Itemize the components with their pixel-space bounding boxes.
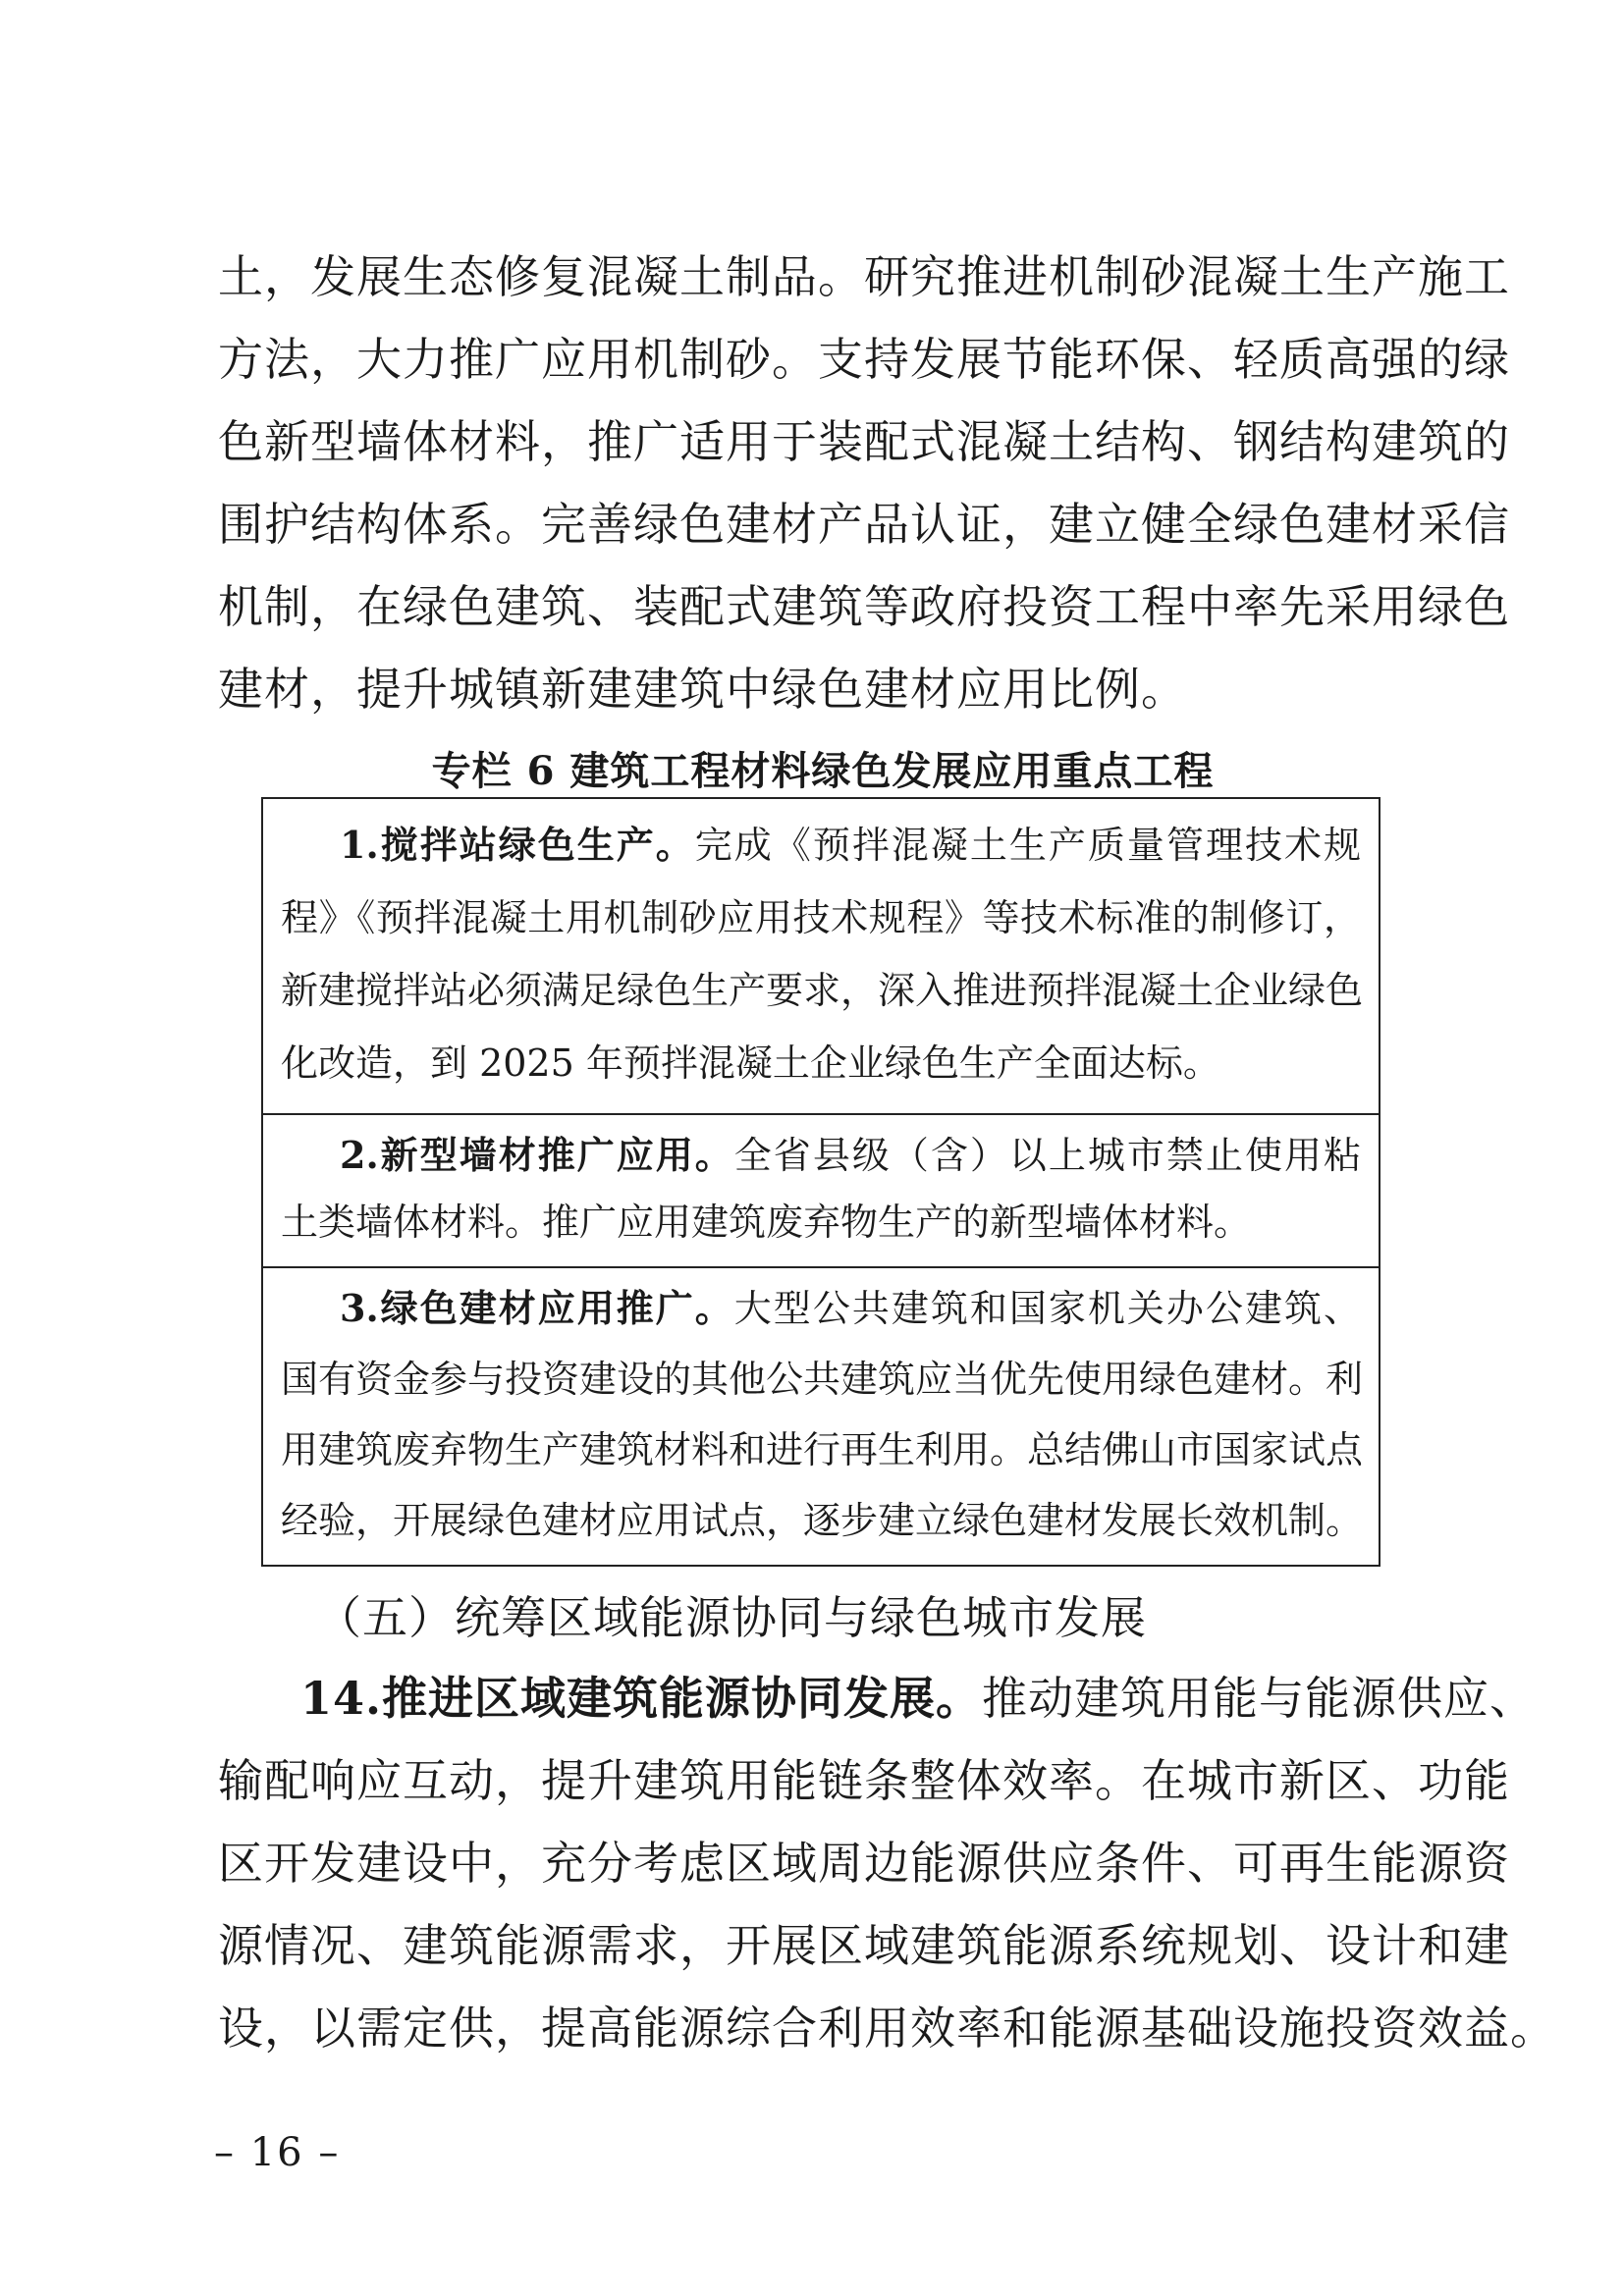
intro-line: 机制，在绿色建筑、装配式建筑等政府投资工程中率先采用绿色	[218, 580, 1510, 633]
paragraph-line: 源情况、建筑能源需求，开展区域建筑能源系统规划、设计和建	[218, 1919, 1510, 1972]
intro-line: 建材，提升城镇新建建筑中绿色建材应用比例。	[218, 663, 1187, 716]
intro-line: 方法，大力推广应用机制砂。支持发展节能环保、轻质高强的绿	[218, 333, 1510, 386]
paragraph-line: 区开发建设中，充分考虑区域周边能源供应条件、可再生能源资	[218, 1837, 1510, 1890]
box-item-first-line	[340, 1131, 1361, 1180]
box-item-line: 新建搅拌站必须满足绿色生产要求，深入推进预拌混凝土企业绿色	[281, 969, 1364, 1012]
intro-line: 土，发展生态修复混凝土制品。研究推进机制砂混凝土生产施工	[218, 250, 1510, 303]
box-item-heading: 1.搅拌站绿色生产。	[340, 823, 695, 867]
box-item-heading: 2.新型墙材推广应用。	[340, 1133, 734, 1177]
box-item-line: 化改造，到 2025 年预拌混凝土企业绿色生产全面达标。	[281, 1041, 1220, 1085]
box-item-text: 全省县级（含）以上城市禁止使用粘	[733, 1134, 1361, 1177]
box-item-3	[263, 1268, 1379, 1567]
box-item-first-line	[340, 1284, 1361, 1333]
intro-line: 围护结构体系。完善绿色建材产品认证，建立健全绿色建材采信	[218, 498, 1510, 551]
box-item-text: 完成《预拌混凝土生产质量管理技术规	[694, 824, 1361, 867]
paragraph-line: 设，以需定供，提高能源综合利用效率和能源基础设施投资效益。	[218, 2002, 1556, 2055]
box-item-text: 大型公共建筑和国家机关办公建筑、	[733, 1287, 1361, 1330]
box-title: 专栏 6 建筑工程材料绿色发展应用重点工程	[431, 748, 1215, 794]
box-item-line: 土类墙体材料。推广应用建筑废弃物生产的新型墙体材料。	[281, 1201, 1252, 1244]
section-heading: （五）统筹区域能源协同与绿色城市发展	[316, 1591, 1147, 1644]
intro-line: 色新型墙体材料，推广适用于装配式混凝土结构、钢结构建筑的	[218, 415, 1510, 468]
box-item-line: 经验，开展绿色建材应用试点，逐步建立绿色建材发展长效机制。	[281, 1499, 1364, 1542]
box-item-heading: 3.绿色建材应用推广。	[340, 1286, 734, 1330]
box-item-line: 用建筑废弃物生产建筑材料和进行再生利用。总结佛山市国家试点	[281, 1428, 1364, 1471]
box-item-first-line	[340, 821, 1361, 870]
box-item-line: 国有资金参与投资建设的其他公共建筑应当优先使用绿色建材。利	[281, 1358, 1364, 1401]
box-item-line: 程》《预拌混凝土用机制砂应用技术规程》等技术标准的制修订，	[281, 896, 1361, 939]
project-box-table	[261, 797, 1380, 1567]
paragraph-heading: 14.推进区域建筑能源协同发展。	[300, 1672, 983, 1725]
page-number: – 16 –	[214, 2130, 341, 2175]
box-item-1	[263, 799, 1379, 1115]
paragraph-text: 推动建筑用能与能源供应、	[982, 1672, 1537, 1725]
paragraph-first-line	[300, 1669, 1537, 1728]
paragraph-line: 输配响应互动，提升建筑用能链条整体效率。在城市新区、功能	[218, 1754, 1510, 1807]
box-item-2	[263, 1115, 1379, 1268]
